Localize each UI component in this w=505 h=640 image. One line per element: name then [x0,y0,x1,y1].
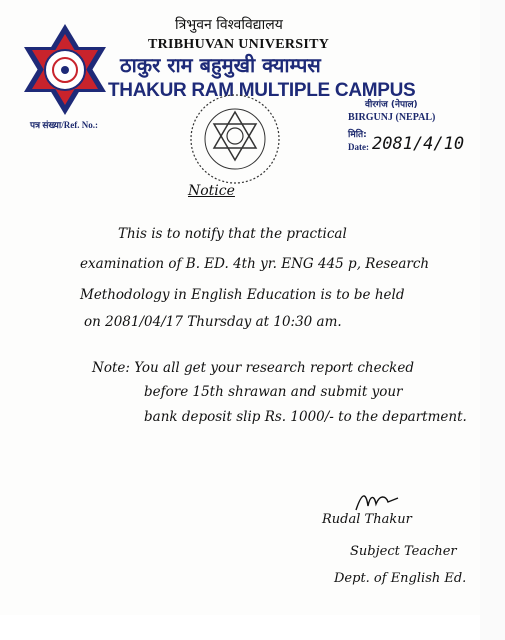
campus-name-devanagari: ठाकुर राम बहुमुखी क्याम्पस [120,53,321,77]
university-name: TRIBHUVAN UNIVERSITY [148,37,330,52]
note-line: bank deposit slip Rs. 1000/- to the department. [144,409,467,425]
notice-body-line: This is to notify that the practical [118,226,347,242]
signatory-name: Rudal Thakur [322,512,412,527]
notice-body-line: on 2081/04/17 Thursday at 10:30 am. [84,314,342,330]
notice-title: Notice [188,183,235,199]
note-line: Note: You all get your research report checked [92,360,414,376]
signatory-department: Dept. of English Ed. [334,571,467,586]
signatory-role: Subject Teacher [350,544,457,559]
notice-body-line: examination of B. ED. 4th yr. ENG 445 p, Research [80,256,430,272]
date-value: 2081/4/10 [372,134,465,154]
campus-seal-stamp [188,92,283,187]
location: BIRGUNJ (NEPAL) [348,112,436,123]
miti-label: मिति: [348,130,367,140]
date-label: Date: [348,142,369,152]
notice-body-line: Methodology in English Education is to be held [80,287,405,303]
location-devanagari: वीरगंज (नेपाल) [365,100,418,110]
university-logo-icon [22,22,108,117]
ref-number-label: पत्र संख्या/Ref. No.: [30,120,98,130]
campus-name: THAKUR RAM MULTIPLE CAMPUS [108,80,416,101]
university-name-devanagari: त्रिभुवन विश्वविद्यालय [175,17,283,33]
page-edge [480,0,505,640]
note-line: before 15th shrawan and submit your [144,384,403,400]
